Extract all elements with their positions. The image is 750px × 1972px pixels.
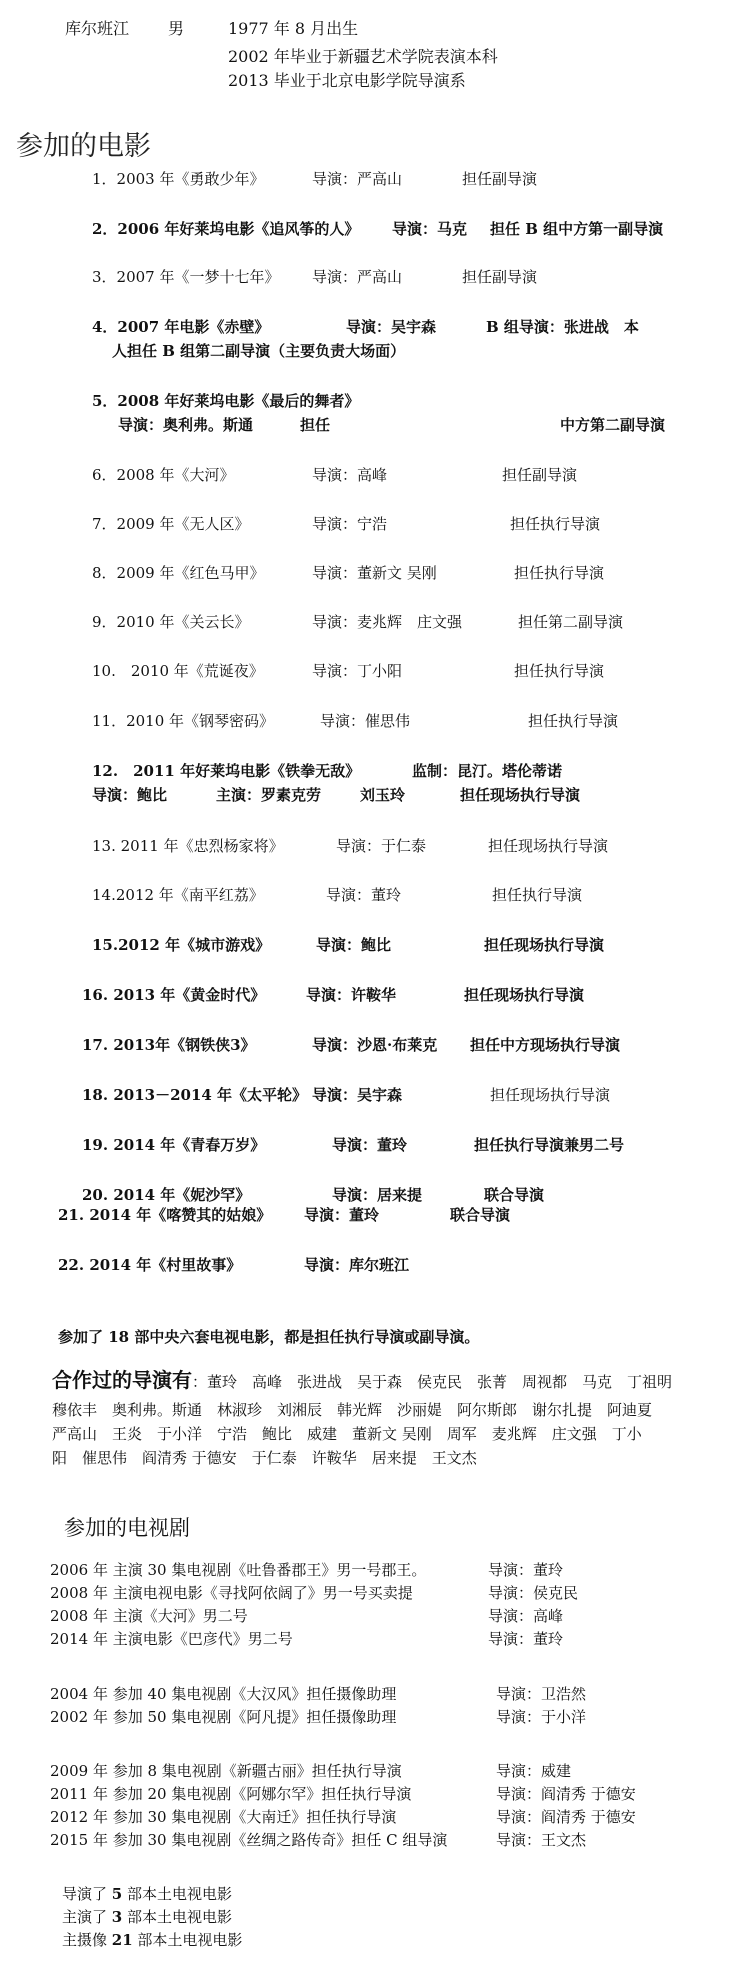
film-21-title: 21. 2014 年《喀赞其的姑娘》 — [58, 1206, 272, 1224]
film-21-director: 导演：董玲 — [304, 1206, 380, 1224]
tv-heading: 参加的电视剧 — [64, 1516, 190, 1540]
film-3-role: 担任副导演 — [462, 268, 538, 286]
coop-line-4: 阳 催思伟 阎清秀 于德安 于仁泰 许鞍华 居来提 王文杰 — [52, 1449, 477, 1467]
film-3-title: 3．2007 年《一梦十七年》 — [92, 268, 280, 286]
film-19-director: 导演：董玲 — [332, 1136, 408, 1154]
film-8-role: 担任执行导演 — [514, 564, 605, 582]
tv-9-desc: 2012 年 参加 30 集电视剧《大南迁》担任执行导演 — [50, 1808, 397, 1826]
film-2-title: 2．2006 年好莱坞电影《追风筝的人》 — [92, 220, 360, 238]
film-4-role: B 组导演：张进战 本 — [486, 318, 639, 336]
tv-9-director: 导演：阎清秀 于德安 — [496, 1808, 636, 1826]
film-16-title: 16. 2013 年《黄金时代》 — [82, 986, 266, 1004]
film-11-title: 11．2010 年《钢琴密码》 — [92, 712, 275, 730]
tv-5-director: 导演：卫浩然 — [496, 1685, 587, 1703]
film-1-role: 担任副导演 — [462, 170, 538, 188]
tv-1-director: 导演：董玲 — [488, 1561, 564, 1579]
film-22-title: 22. 2014 年《村里故事》 — [58, 1256, 242, 1274]
film-15-role: 担任现场执行导演 — [484, 936, 605, 954]
film-22-director: 导演：库尔班江 — [304, 1256, 410, 1274]
film-6-role: 担任副导演 — [502, 466, 578, 484]
film-20-director: 导演：居来提 — [332, 1186, 423, 1204]
summary-directed: 导演了 5 部本土电视电影 — [62, 1885, 232, 1903]
film-13-role: 担任现场执行导演 — [488, 837, 609, 855]
film-6-director: 导演：高峰 — [312, 466, 388, 484]
tv-3-desc: 2008 年 主演《大河》男二号 — [50, 1607, 248, 1625]
film-4-role-cont: 人担任 B 组第二副导演（主要负责大场面） — [112, 342, 406, 360]
film-17-role: 担任中方现场执行导演 — [470, 1036, 621, 1054]
film-18-role: 担任现场执行导演 — [490, 1086, 611, 1104]
profile-edu-2: 2013 毕业于北京电影学院导演系 — [228, 71, 466, 90]
film-4-title: 4．2007 年电影《赤壁》 — [92, 318, 270, 336]
film-18-title: 18. 2013－2014 年《太平轮》 — [82, 1086, 308, 1104]
film-19-title: 19. 2014 年《青春万岁》 — [82, 1136, 266, 1154]
film-13-title: 13. 2011 年《忠烈杨家将》 — [92, 837, 284, 855]
film-12-director: 导演：鲍比 — [92, 786, 168, 804]
film-2-role: 担任 B 组中方第一副导演 — [490, 220, 664, 238]
film-8-director: 导演：董新文 吴刚 — [312, 564, 437, 582]
tv-1-desc: 2006 年 主演 30 集电视剧《吐鲁番郡王》男一号郡王。 — [50, 1561, 427, 1579]
film-12-producer: 监制：昆汀。塔伦蒂诺 — [412, 762, 563, 780]
cctv-note: 参加了 18 部中央六套电视电影，都是担任执行导演或副导演。 — [58, 1328, 480, 1346]
tv-10-director: 导演：王文杰 — [496, 1831, 587, 1849]
film-16-director: 导演：许鞍华 — [306, 986, 397, 1004]
film-12-star-2: 刘玉玲 — [360, 786, 406, 804]
tv-4-director: 导演：董玲 — [488, 1630, 564, 1648]
film-12-star-1: 主演：罗素克劳 — [216, 786, 322, 804]
film-17-title: 17. 2013年《钢铁侠3》 — [82, 1036, 256, 1054]
summary-starred: 主演了 3 部本土电视电影 — [62, 1908, 232, 1926]
film-11-director: 导演：催思伟 — [320, 712, 411, 730]
film-16-role: 担任现场执行导演 — [464, 986, 585, 1004]
film-15-director: 导演：鲍比 — [316, 936, 392, 954]
film-7-title: 7．2009 年《无人区》 — [92, 515, 250, 533]
tv-4-desc: 2014 年 主演电影《巴彦代》男二号 — [50, 1630, 293, 1648]
film-15-title: 15.2012 年《城市游戏》 — [92, 936, 271, 954]
film-5-director: 导演：奥利弗。斯通 — [118, 416, 254, 434]
tv-7-director: 导演：威建 — [496, 1762, 572, 1780]
profile-gender: 男 — [168, 19, 185, 38]
tv-8-desc: 2011 年 参加 20 集电视剧《阿娜尔罕》担任执行导演 — [50, 1785, 412, 1803]
profile-edu-1: 2002 年毕业于新疆艺术学院表演本科 — [228, 47, 498, 66]
film-7-director: 导演：宁浩 — [312, 515, 388, 533]
tv-6-director: 导演：于小洋 — [496, 1708, 587, 1726]
film-11-role: 担任执行导演 — [528, 712, 619, 730]
coop-label: 合作过的导演有 — [52, 1368, 192, 1392]
film-9-director: 导演：麦兆辉 庄文强 — [312, 613, 463, 631]
film-12-title: 12. 2011 年好莱坞电影《铁拳无敌》 — [92, 762, 361, 780]
film-5-title: 5．2008 年好莱坞电影《最后的舞者》 — [92, 392, 360, 410]
film-5-role: 担任 — [300, 416, 331, 434]
film-21-role: 联合导演 — [450, 1206, 511, 1224]
film-2-director: 导演：马克 — [392, 220, 468, 238]
film-1-title: 1．2003 年《勇敢少年》 — [92, 170, 265, 188]
film-17-director: 导演：沙恩·布莱克 — [312, 1036, 438, 1054]
film-7-role: 担任执行导演 — [510, 515, 601, 533]
film-6-title: 6．2008 年《大河》 — [92, 466, 235, 484]
profile-born: 1977 年 8 月出生 — [228, 19, 359, 38]
coop-line-2: 穆依丰 奥利弗。斯通 林淑珍 刘湘辰 韩光辉 沙丽媞 阿尔斯郎 谢尔扎提 阿迪夏 — [52, 1401, 653, 1419]
film-12-role: 担任现场执行导演 — [460, 786, 581, 804]
film-1-director: 导演：严高山 — [312, 170, 403, 188]
film-9-title: 9．2010 年《关云长》 — [92, 613, 250, 631]
film-4-director: 导演：吴宇森 — [346, 318, 437, 336]
film-14-director: 导演：董玲 — [326, 886, 402, 904]
film-18-director: 导演：吴宇森 — [312, 1086, 403, 1104]
tv-2-director: 导演：侯克民 — [488, 1584, 579, 1602]
film-10-role: 担任执行导演 — [514, 662, 605, 680]
film-20-role: 联合导演 — [484, 1186, 545, 1204]
films-heading: 参加的电影 — [16, 131, 151, 162]
tv-5-desc: 2004 年 参加 40 集电视剧《大汉风》担任摄像助理 — [50, 1685, 397, 1703]
tv-10-desc: 2015 年 参加 30 集电视剧《丝绸之路传奇》担任 C 组导演 — [50, 1831, 448, 1849]
film-3-director: 导演：严高山 — [312, 268, 403, 286]
film-20-title: 20. 2014 年《妮沙罕》 — [82, 1186, 251, 1204]
coop-line-1: ：董玲 高峰 张进战 吴于森 侯克民 张菁 周视都 马克 丁祖明 — [192, 1373, 673, 1391]
film-14-title: 14.2012 年《南平红荔》 — [92, 886, 264, 904]
film-9-role: 担任第二副导演 — [518, 613, 624, 631]
coop-line-3: 严高山 王炎 于小洋 宁浩 鲍比 威建 董新文 吴刚 周军 麦兆辉 庄文强 丁小 — [52, 1425, 642, 1443]
film-13-director: 导演：于仁泰 — [336, 837, 427, 855]
film-8-title: 8．2009 年《红色马甲》 — [92, 564, 265, 582]
summary-camera: 主摄像 21 部本土电视电影 — [62, 1931, 243, 1949]
film-10-director: 导演：丁小阳 — [312, 662, 403, 680]
tv-2-desc: 2008 年 主演电视电影《寻找阿依阔了》男一号买卖提 — [50, 1584, 413, 1602]
film-14-role: 担任执行导演 — [492, 886, 583, 904]
film-5-role-cont: 中方第二副导演 — [560, 416, 666, 434]
tv-8-director: 导演：阎清秀 于德安 — [496, 1785, 636, 1803]
tv-3-director: 导演：高峰 — [488, 1607, 564, 1625]
film-19-role: 担任执行导演兼男二号 — [474, 1136, 625, 1154]
film-10-title: 10. 2010 年《荒诞夜》 — [92, 662, 264, 680]
profile-name: 库尔班江 — [65, 19, 130, 38]
tv-7-desc: 2009 年 参加 8 集电视剧《新疆古丽》担任执行导演 — [50, 1762, 402, 1780]
tv-6-desc: 2002 年 参加 50 集电视剧《阿凡提》担任摄像助理 — [50, 1708, 397, 1726]
